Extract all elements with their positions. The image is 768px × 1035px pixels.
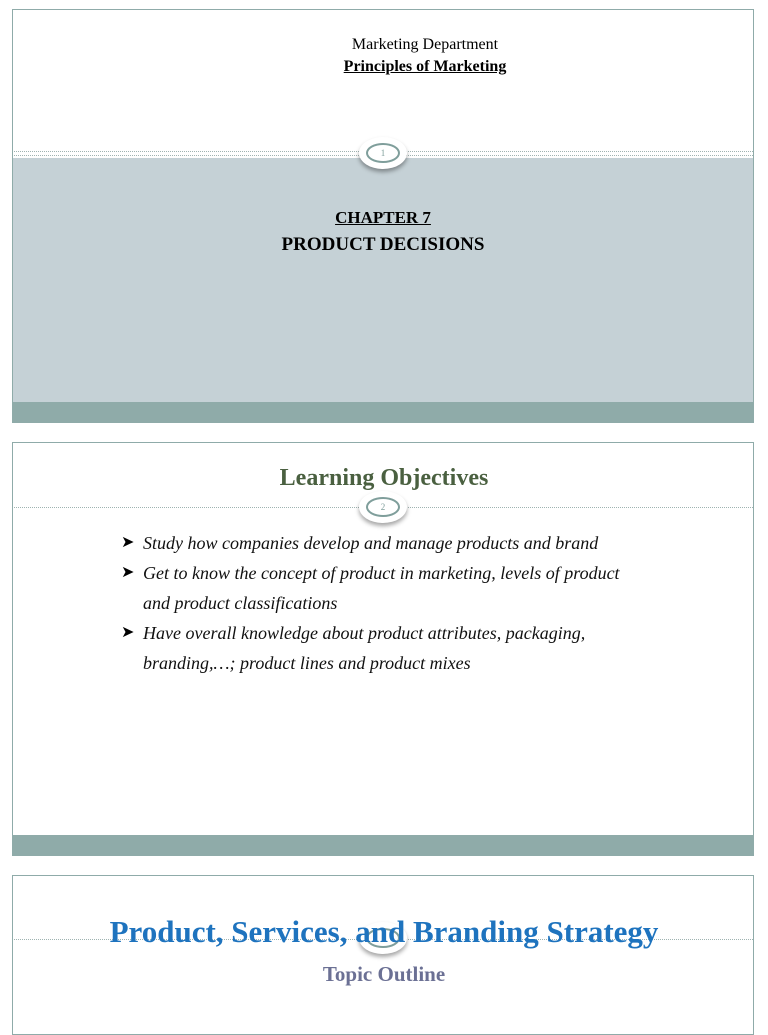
list-item — [121, 618, 681, 678]
slide-number: 1 — [380, 147, 386, 158]
bullet-text: Get to know the concept of product in marketing, levels of product — [143, 563, 620, 583]
chapter-title: PRODUCT DECISIONS — [281, 234, 485, 255]
department-name: Marketing Department — [351, 36, 499, 53]
arrowhead-bullet-icon: ➤ — [121, 534, 135, 551]
slide-heading: Learning Objectives — [279, 465, 489, 491]
bullet-text: Study how companies develop and manage products and brand — [143, 533, 599, 553]
title-panel — [13, 158, 753, 404]
slide-2 — [12, 442, 754, 856]
slide-number-badge — [359, 491, 407, 523]
bullet-text: Have overall knowledge about product attributes, packaging, — [143, 623, 586, 643]
list-item — [121, 558, 681, 618]
slide-subtitle: Topic Outline — [322, 962, 446, 986]
list-item — [121, 528, 681, 558]
bullet-text-continued: and product classifications — [143, 593, 338, 613]
footer-bar — [13, 835, 753, 855]
objectives-list — [121, 528, 681, 678]
footer-bar — [13, 402, 753, 422]
arrowhead-bullet-icon: ➤ — [121, 624, 135, 641]
slide-number-badge — [359, 137, 407, 169]
course-title: Principles of Marketing — [343, 58, 507, 75]
slide-title: Product, Services, and Branding Strategy — [109, 914, 659, 949]
slide-number: 2 — [380, 501, 386, 512]
slide-3 — [12, 875, 754, 1035]
slide-1 — [12, 9, 754, 423]
arrowhead-bullet-icon: ➤ — [121, 564, 135, 581]
bullet-text-continued: branding,…; product lines and product mixes — [143, 653, 471, 673]
chapter-label: CHAPTER 7 — [335, 208, 431, 227]
